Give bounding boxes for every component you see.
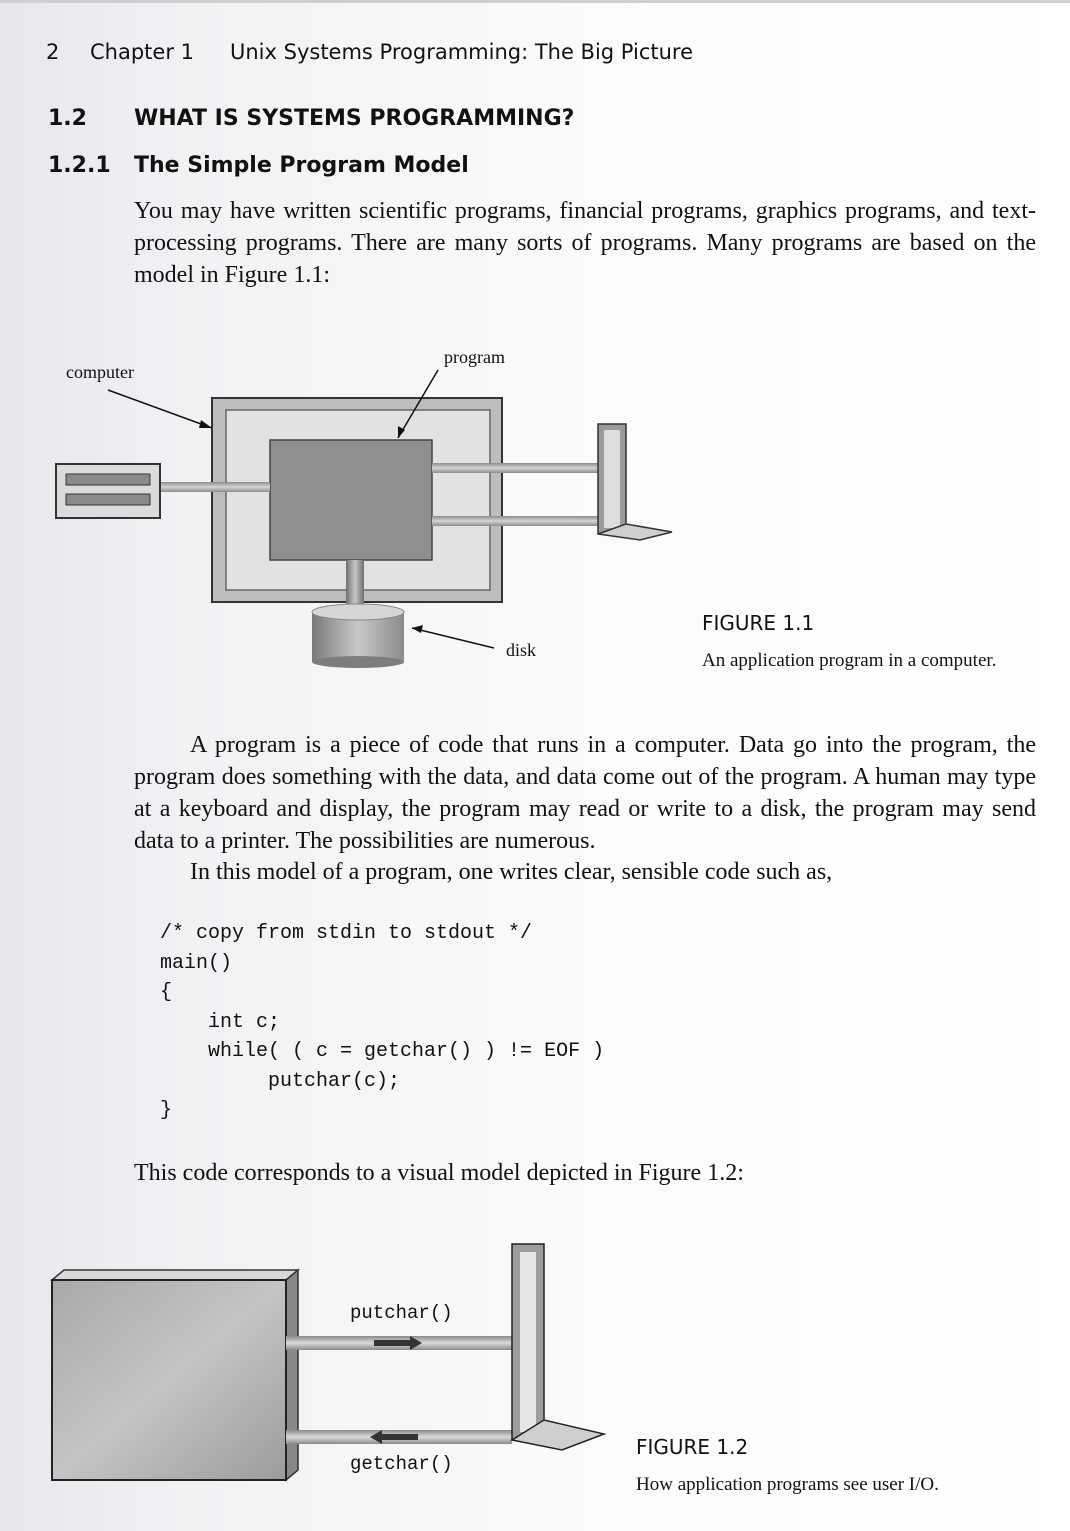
intro-paragraph: You may have written scientific programs, financial programs, graphics programs, and text-processing programs. There are many sorts of programs. Many programs are based on the model in Figure 1.1:: [134, 198, 1036, 288]
subsection-number: 1.2.1: [48, 153, 111, 178]
page-number: 2: [46, 40, 60, 64]
label-putchar: putchar(): [350, 1302, 453, 1324]
program-box: [270, 440, 432, 560]
running-chapter: Chapter 1: [90, 40, 194, 64]
section-number: 1.2: [48, 106, 87, 131]
keyboard-device: [56, 464, 160, 518]
figure-1-2-caption-title: FIGURE 1.2: [636, 1435, 749, 1459]
figure-1-2-caption-text: How application programs see user I/O.: [636, 1474, 939, 1495]
figure-1-1-caption-text: An application program in a computer.: [702, 650, 997, 671]
section-title: WHAT IS SYSTEMS PROGRAMMING?: [134, 106, 575, 131]
program-description-paragraph: A program is a piece of code that runs in a computer. Data go into the program, the program does something with the data, and data come out of the program. A human may type at a keyboard and display, the program may read or write to a disk, the program may send data to a printer. The possibilities are numerous.: [134, 732, 1036, 854]
figure-1-1-caption-title: FIGURE 1.1: [702, 611, 815, 635]
label-getchar: getchar(): [350, 1453, 453, 1475]
input-pipe: [432, 516, 598, 526]
output-pipe: [432, 463, 598, 473]
application-box: [52, 1280, 286, 1480]
visual-model-paragraph: This code corresponds to a visual model depicted in Figure 1.2:: [134, 1160, 744, 1186]
keyboard-pipe: [158, 482, 270, 492]
label-program: program: [444, 347, 505, 367]
code-listing: /* copy from stdin to stdout */ main() { int c; while( ( c = getchar() ) != EOF ) putchar(c); }: [160, 922, 605, 1122]
running-title: Unix Systems Programming: The Big Picture: [230, 40, 694, 64]
label-computer: computer: [66, 362, 134, 382]
subsection-title: The Simple Program Model: [134, 153, 469, 178]
figure-1-1-illustration: [0, 0, 1070, 700]
model-code-intro-paragraph: In this model of a program, one writes clear, sensible code such as,: [190, 859, 833, 885]
label-disk: disk: [506, 640, 537, 660]
